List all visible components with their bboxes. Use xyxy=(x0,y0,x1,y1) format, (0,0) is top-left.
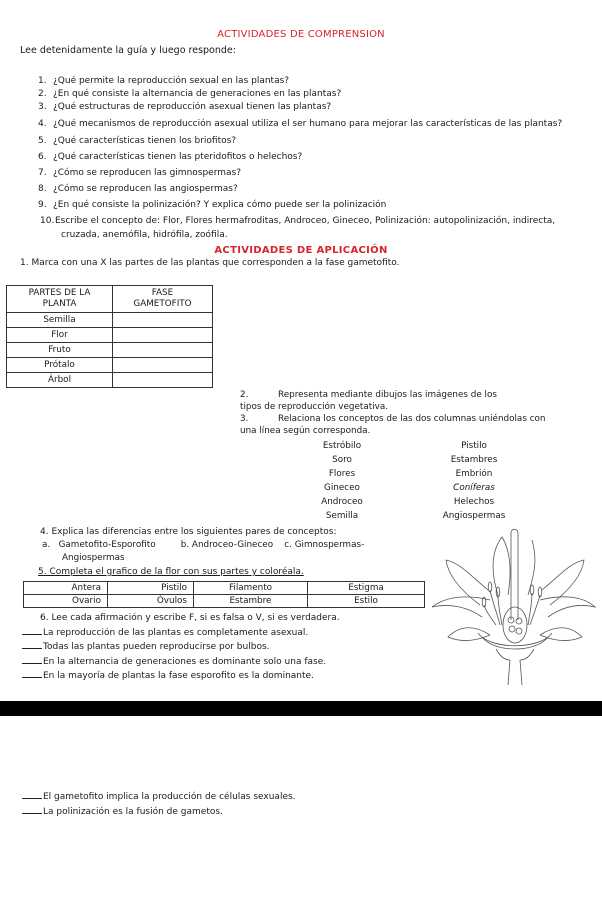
part-cell: Semilla xyxy=(7,313,113,328)
part-cell: Prótalo xyxy=(7,358,113,373)
header-partes: PARTES DE LA PLANTA xyxy=(7,286,113,313)
tf-statement-1: La reproducción de las plantas es completamente asexual. xyxy=(22,627,308,638)
answer-blank[interactable] xyxy=(22,806,42,814)
part-cell: Flor xyxy=(7,328,113,343)
table-row xyxy=(7,373,213,388)
tf-statement-2: Todas las plantas pueden reproducirse por bulbos. xyxy=(22,641,270,652)
answer-blank[interactable] xyxy=(22,791,42,799)
flower-part: Pistilo xyxy=(108,582,194,595)
question-10: 10.Escribe el concepto de: Flor, Flores hermafroditas, Androceo, Gineceo, Polinización: autopolinización, indirecta, xyxy=(40,216,556,226)
activity-3-line1: 3. Relaciona los conceptos de las dos columnas uniéndolas con xyxy=(240,414,546,424)
table-row xyxy=(7,313,213,328)
table-row xyxy=(7,328,213,343)
question-8: 8. ¿Cómo se reproducen las angiospermas? xyxy=(38,184,238,194)
activity-6-instruction: 6. Lee cada afirmación y escribe F, si es falsa o V, si es verdadera. xyxy=(40,613,340,623)
activity-5-instruction: 5. Completa el grafico de la flor con sus partes y coloréala. xyxy=(38,567,304,577)
header-fase: FASE GAMETOFITO xyxy=(113,286,213,313)
activity-4-instruction: 4. Explica las diferencias entre los siguientes pares de conceptos: xyxy=(40,527,337,537)
right-term: Coníferas xyxy=(453,483,495,493)
question-2: 2. ¿En qué consiste la alternancia de generaciones en las plantas? xyxy=(38,89,342,99)
right-term: Pistilo xyxy=(461,441,487,451)
flower-part: Filamento xyxy=(194,582,308,595)
right-term: Estambres xyxy=(450,455,498,465)
activity-4-pairs: a. Gametofito-Esporofito b. Androceo-Gineceo c. Gimnospermas- xyxy=(42,540,365,550)
part-cell: Árbol xyxy=(7,373,113,388)
question-9: 9. ¿En qué consiste la polinización? Y explica cómo puede ser la polinización xyxy=(38,200,387,210)
activity-3-line2: una línea según corresponda. xyxy=(240,426,371,436)
question-4: 4. ¿Qué mecanismos de reproducción asexual utiliza el ser humano para mejorar las características de las plantas? xyxy=(38,119,563,129)
right-term: Helechos xyxy=(453,497,495,507)
question-10-continuation: cruzada, anemófila, hidrófila, zoófila. xyxy=(61,230,228,240)
table-row xyxy=(24,595,425,608)
flower-part: Estigma xyxy=(308,582,425,595)
table-row xyxy=(24,582,425,595)
aplicacion-title: ACTIVIDADES DE APLICACIÓN xyxy=(214,245,388,256)
flower-part: Óvulos xyxy=(108,595,194,608)
activity-4-pairs-cont: Angiospermas xyxy=(62,553,125,563)
question-7: 7. ¿Cómo se reproducen las gimnospermas? xyxy=(38,168,242,178)
gametofito-table xyxy=(6,285,213,388)
flower-part: Estambre xyxy=(194,595,308,608)
left-term: Semilla xyxy=(325,511,359,521)
activity-2-line1: 2. Representa mediante dibujos las imágenes de los xyxy=(240,390,497,400)
right-term: Embrión xyxy=(455,469,493,479)
answer-blank[interactable] xyxy=(22,670,42,678)
answer-blank[interactable] xyxy=(22,641,42,649)
flower-part: Antera xyxy=(24,582,108,595)
answer-cell[interactable] xyxy=(113,328,213,343)
tf-statement-3: En la alternancia de generaciones es dominante solo una fase. xyxy=(22,656,326,667)
answer-cell[interactable] xyxy=(113,343,213,358)
intro-text: Lee detenidamente la guía y luego responde: xyxy=(20,45,236,56)
flower-part: Ovario xyxy=(24,595,108,608)
flower-diagram-image xyxy=(430,525,600,695)
page-break-bar xyxy=(0,701,602,716)
left-term: Estróbilo xyxy=(322,441,362,451)
answer-cell[interactable] xyxy=(113,313,213,328)
left-term: Gineceo xyxy=(324,483,360,493)
question-3: 3. ¿Qué estructuras de reproducción asexual tienen las plantas? xyxy=(38,102,332,112)
flower-part: Estilo xyxy=(308,595,425,608)
part-cell: Fruto xyxy=(7,343,113,358)
flower-parts-table xyxy=(23,581,425,608)
answer-blank[interactable] xyxy=(22,656,42,664)
tf-statement-6: La polinización es la fusión de gametos. xyxy=(22,806,223,817)
table-row xyxy=(7,343,213,358)
activity-2-line2: tipos de reproducción vegetativa. xyxy=(240,402,389,412)
question-5: 5. ¿Qué características tienen los briofitos? xyxy=(38,136,237,146)
question-1: 1. ¿Qué permite la reproducción sexual en las plantas? xyxy=(38,76,290,86)
comprension-title: ACTIVIDADES DE COMPRENSION xyxy=(217,29,385,40)
answer-blank[interactable] xyxy=(22,627,42,635)
answer-cell[interactable] xyxy=(113,358,213,373)
tf-statement-4: En la mayoría de plantas la fase esporofito es la dominante. xyxy=(22,670,314,681)
left-term: Soro xyxy=(332,455,352,465)
answer-cell[interactable] xyxy=(113,373,213,388)
tf-statement-5: El gametofito implica la producción de células sexuales. xyxy=(22,791,296,802)
table-row xyxy=(7,358,213,373)
left-term: Androceo xyxy=(321,497,363,507)
question-6: 6. ¿Qué características tienen las pteridofitos o helechos? xyxy=(38,152,303,162)
left-term: Flores xyxy=(328,469,356,479)
right-term: Angiospermas xyxy=(442,511,506,521)
activity-1-instruction: 1. Marca con una X las partes de las plantas que corresponden a la fase gametofito. xyxy=(20,258,400,268)
